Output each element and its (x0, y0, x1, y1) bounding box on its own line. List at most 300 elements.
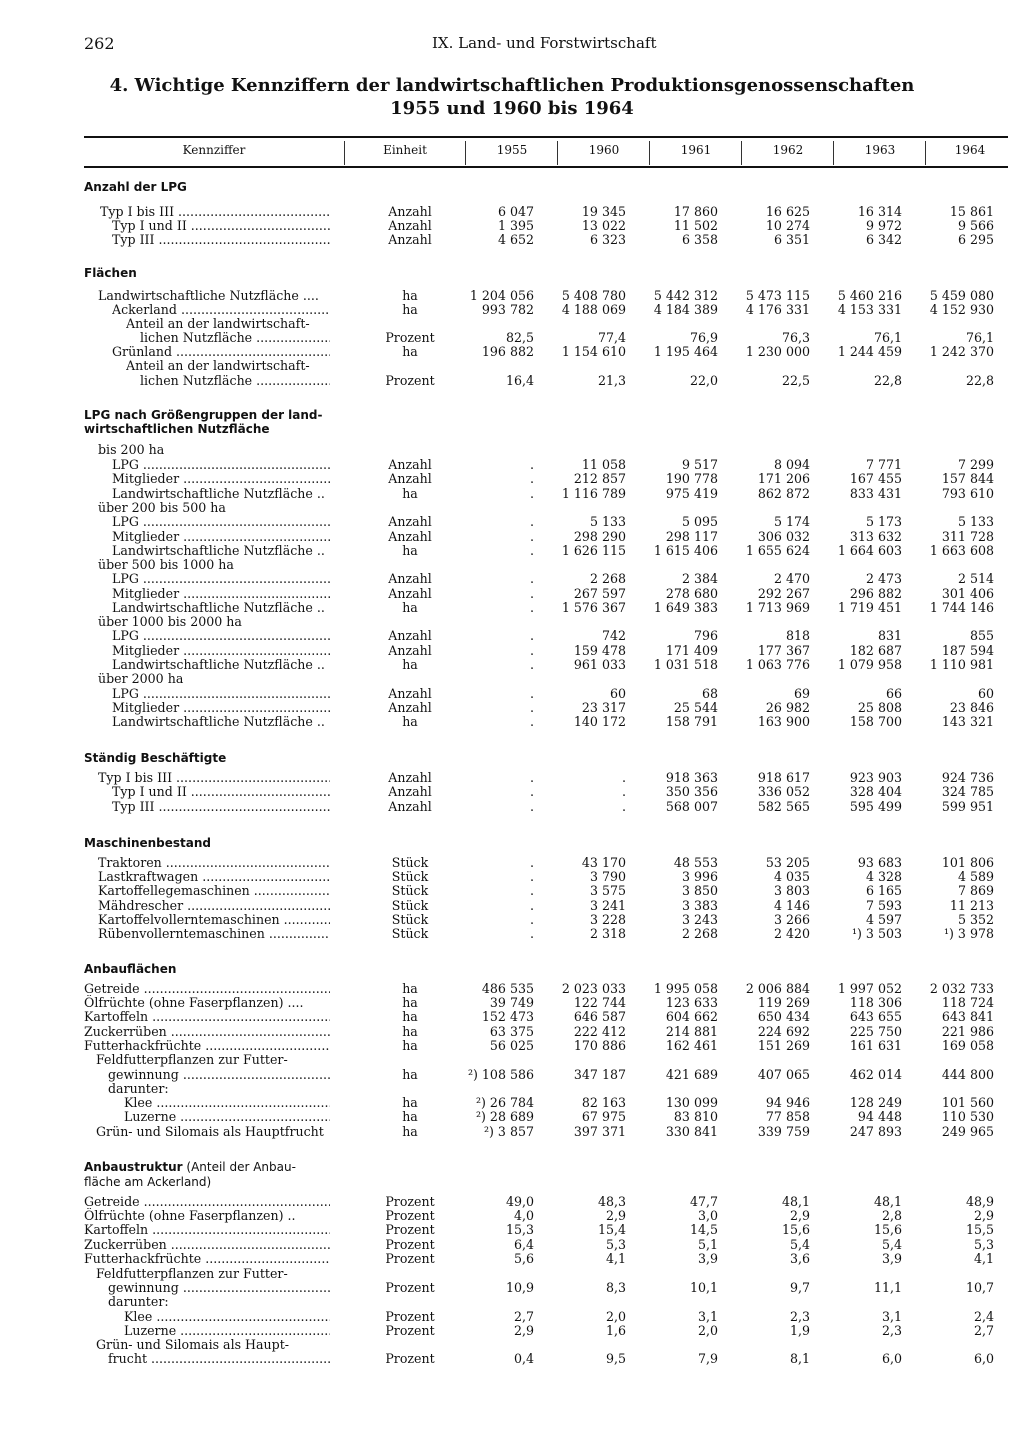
row-value: 2 268 (589, 571, 626, 586)
row-label: lichen Nutzfläche ..... (140, 373, 330, 388)
table-row (0, 514, 1024, 529)
group-heading-subtitle: (Anteil der Anbau- (182, 1160, 296, 1174)
row-value: . (529, 770, 534, 785)
row-value: 16 625 (765, 204, 810, 219)
row-value: 2,7 (513, 1309, 534, 1324)
row-label: Futterhackfrüchte ..... (84, 1251, 330, 1266)
row-value: . (529, 784, 534, 799)
row-value: 961 033 (573, 657, 626, 672)
row-value: 1 663 608 (929, 543, 994, 558)
table-row (0, 1095, 1024, 1110)
table-row (0, 912, 1024, 927)
row-label: gewinnung ..... (108, 1067, 330, 1082)
row-value: 1 242 370 (929, 344, 994, 359)
table-row (0, 373, 1024, 388)
row-value: 3 790 (589, 869, 626, 884)
row-label: Ölfrüchte (ohne Faserpflanzen) .. (84, 1208, 296, 1223)
row-unit: ha (402, 657, 418, 672)
row-value: 69 (793, 686, 810, 701)
table-row (0, 1266, 1024, 1281)
column-divider (833, 141, 834, 165)
row-value: 2,9 (513, 1323, 534, 1338)
table-row (0, 1081, 1024, 1096)
row-value: 1 079 958 (837, 657, 902, 672)
row-value: 10,9 (505, 1280, 534, 1295)
row-value: 43 170 (581, 855, 626, 870)
row-value: 25 808 (857, 700, 902, 715)
table-row (0, 1208, 1024, 1223)
row-value: 267 597 (573, 586, 626, 601)
row-unit: ha (402, 486, 418, 501)
row-value: 15,6 (873, 1222, 902, 1237)
row-unit: Anzahl (388, 686, 432, 701)
table-row (0, 442, 1024, 457)
row-value: 1 031 518 (653, 657, 718, 672)
group-heading (84, 836, 211, 850)
row-value: 171 409 (665, 643, 718, 658)
table-row (0, 330, 1024, 345)
row-label: Typ I und II ..... (112, 784, 330, 799)
row-label: über 500 bis 1000 ha (98, 557, 234, 572)
table-row (0, 1124, 1024, 1139)
row-value: . (529, 486, 534, 501)
group-heading (84, 751, 226, 765)
row-unit: ha (402, 714, 418, 729)
section-header: IX. Land- und Forstwirtschaft (432, 34, 657, 52)
row-value: . (529, 898, 534, 913)
row-value: 5,6 (513, 1251, 534, 1266)
row-value: 1 244 459 (837, 344, 902, 359)
row-value: 2 420 (773, 926, 810, 941)
row-value: . (529, 514, 534, 529)
header-top-rule (84, 136, 1008, 138)
row-value: . (529, 869, 534, 884)
row-value: 15,5 (965, 1222, 994, 1237)
row-value: 9 566 (957, 218, 994, 233)
row-value: 5 133 (957, 514, 994, 529)
group-heading (84, 962, 176, 976)
row-value: 2,9 (789, 1208, 810, 1223)
row-value: 3 228 (589, 912, 626, 927)
row-value: 159 478 (573, 643, 626, 658)
row-label: frucht ..... (108, 1351, 330, 1366)
row-value: 5 442 312 (653, 288, 718, 303)
row-label: bis 200 ha (98, 442, 165, 457)
row-value: . (529, 700, 534, 715)
row-value: 2,3 (789, 1309, 810, 1324)
column-header-label: Kennziffer (182, 143, 246, 157)
row-value: 2 470 (773, 571, 810, 586)
row-value: 3 575 (589, 883, 626, 898)
row-value: 350 356 (665, 784, 718, 799)
row-label: Mitglieder ..... (112, 700, 330, 715)
row-value: 1 615 406 (653, 543, 718, 558)
row-value: 119 269 (757, 995, 810, 1010)
table-row (0, 700, 1024, 715)
row-label: Landwirtschaftliche Nutzfläche .... (98, 288, 319, 303)
row-unit: Anzahl (388, 218, 432, 233)
row-value: 11 058 (581, 457, 626, 472)
table-row (0, 799, 1024, 814)
row-unit: Prozent (385, 1222, 435, 1237)
row-value: 48,1 (781, 1194, 810, 1209)
row-value: 324 785 (941, 784, 994, 799)
row-value: 855 (969, 628, 994, 643)
row-value: 4 152 930 (929, 302, 994, 317)
row-value: 5,1 (697, 1237, 718, 1252)
row-value: 15,3 (505, 1222, 534, 1237)
row-label: Typ III ..... (112, 799, 330, 814)
row-value: 2 268 (681, 926, 718, 941)
row-value: 48 553 (673, 855, 718, 870)
row-value: 94 448 (857, 1109, 902, 1124)
row-value: 1,6 (605, 1323, 626, 1338)
row-value: 11 213 (949, 898, 994, 913)
row-value: 0,4 (513, 1351, 534, 1366)
row-value: 17 860 (673, 204, 718, 219)
row-value: 5,3 (605, 1237, 626, 1252)
group-heading-text: LPG nach Größengruppen der land- (84, 408, 323, 422)
row-label: Feldfutterpflanzen zur Futter- (96, 1266, 288, 1281)
row-value: 6 323 (589, 232, 626, 247)
table-row (0, 1294, 1024, 1309)
header-bottom-rule (84, 166, 1008, 168)
row-value: 599 951 (941, 799, 994, 814)
row-value: 67 975 (581, 1109, 626, 1124)
row-value: 187 594 (941, 643, 994, 658)
row-label: Typ III ..... (112, 232, 330, 247)
row-value: 56 025 (489, 1038, 534, 1053)
group-heading-text: Anbaustruktur (84, 1160, 183, 1174)
row-label: Feldfutterpflanzen zur Futter- (96, 1052, 288, 1067)
row-label: LPG ..... (112, 571, 330, 586)
table-row (0, 671, 1024, 686)
column-header-year: 1964 (954, 143, 986, 157)
row-value: ²) 28 689 (475, 1109, 534, 1124)
row-label: Luzerne ..... (124, 1323, 330, 1338)
group-heading (84, 266, 137, 280)
row-value: 582 565 (757, 799, 810, 814)
row-value: 76,1 (873, 330, 902, 345)
row-value: 10,1 (689, 1280, 718, 1295)
row-value: 311 728 (941, 529, 994, 544)
row-unit: Anzahl (388, 514, 432, 529)
row-value: 4,1 (605, 1251, 626, 1266)
row-value: . (529, 643, 534, 658)
row-value: 3 241 (589, 898, 626, 913)
row-value: 196 882 (481, 344, 534, 359)
row-value: 222 412 (573, 1024, 626, 1039)
table-row (0, 981, 1024, 996)
row-label: Landwirtschaftliche Nutzfläche .. (112, 486, 325, 501)
row-value: 158 700 (849, 714, 902, 729)
row-value: 11,1 (873, 1280, 902, 1295)
row-value: 123 633 (665, 995, 718, 1010)
row-label: Getreide ..... (84, 981, 330, 996)
row-value: 1 116 789 (561, 486, 626, 501)
column-header-year: 1963 (864, 143, 896, 157)
row-value: 595 499 (849, 799, 902, 814)
row-value: . (529, 799, 534, 814)
row-value: 23 846 (949, 700, 994, 715)
row-value: 5 174 (773, 514, 810, 529)
row-value: 22,0 (689, 373, 718, 388)
column-divider (925, 141, 926, 165)
row-value: 122 744 (573, 995, 626, 1010)
row-value: 1 204 056 (469, 288, 534, 303)
row-label: Kartoffellegemaschinen ..... (98, 883, 330, 898)
group-heading-text: wirtschaftlichen Nutzfläche (84, 422, 270, 436)
row-value: 11 502 (673, 218, 718, 233)
row-value: 4 184 389 (653, 302, 718, 317)
row-value: 21,3 (597, 373, 626, 388)
table-row (0, 204, 1024, 219)
row-value: 249 965 (941, 1124, 994, 1139)
row-value: 157 844 (941, 471, 994, 486)
row-value: 6 047 (497, 204, 534, 219)
table-row (0, 232, 1024, 247)
row-value: 993 782 (481, 302, 534, 317)
row-value: 3,0 (697, 1208, 718, 1223)
row-value: 26 982 (765, 700, 810, 715)
table-row (0, 302, 1024, 317)
row-label: LPG ..... (112, 457, 330, 472)
row-value: . (529, 571, 534, 586)
row-value: 862 872 (757, 486, 810, 501)
row-label: Anteil an der landwirtschaft- (126, 358, 310, 373)
row-label: Kartoffelvollerntemaschinen ..... (98, 912, 330, 927)
row-label: Grün- und Silomais als Haupt- (96, 1337, 290, 1352)
row-value: . (529, 543, 534, 558)
row-label: Zuckerrüben ..... (84, 1237, 330, 1252)
row-value: 167 455 (849, 471, 902, 486)
column-divider (557, 141, 558, 165)
row-label: Landwirtschaftliche Nutzfläche .. (112, 657, 325, 672)
row-value: 568 007 (665, 799, 718, 814)
row-value: 1 626 115 (561, 543, 626, 558)
row-value: 68 (701, 686, 718, 701)
row-value: 5 408 780 (561, 288, 626, 303)
table-row (0, 657, 1024, 672)
table-row (0, 1222, 1024, 1237)
row-value: 151 269 (757, 1038, 810, 1053)
table-row (0, 571, 1024, 586)
row-value: 4 328 (865, 869, 902, 884)
table-row (0, 1351, 1024, 1366)
row-value: 444 800 (941, 1067, 994, 1082)
row-label: Landwirtschaftliche Nutzfläche .. (112, 600, 325, 615)
row-value: 1 154 610 (561, 344, 626, 359)
row-value: 118 306 (849, 995, 902, 1010)
row-label: Luzerne ..... (124, 1109, 330, 1124)
table-row (0, 1009, 1024, 1024)
column-divider (649, 141, 650, 165)
row-value: 3 266 (773, 912, 810, 927)
row-label: Rübenvollerntemaschinen ..... (98, 926, 330, 941)
row-unit: Stück (391, 855, 429, 870)
row-value: 2,3 (881, 1323, 902, 1338)
row-value: 190 778 (665, 471, 718, 486)
row-value: . (529, 855, 534, 870)
row-value: 298 117 (665, 529, 718, 544)
row-value: ¹) 3 978 (943, 926, 994, 941)
row-value: 8 094 (773, 457, 810, 472)
row-label: Futterhackfrüchte ..... (84, 1038, 330, 1053)
row-value: 486 535 (481, 981, 534, 996)
row-value: 9,5 (605, 1351, 626, 1366)
row-value: 6,4 (513, 1237, 534, 1252)
table-row (0, 344, 1024, 359)
row-unit: ha (402, 302, 418, 317)
row-value: 66 (885, 686, 902, 701)
row-unit: ha (402, 1024, 418, 1039)
row-value: 10,7 (965, 1280, 994, 1295)
table-title-line-2: 1955 und 1960 bis 1964 (390, 98, 634, 119)
row-value: 152 473 (481, 1009, 534, 1024)
row-value: 4 035 (773, 869, 810, 884)
row-label: Lastkraftwagen ..... (98, 869, 330, 884)
row-value: 9,7 (789, 1280, 810, 1295)
row-value: 171 206 (757, 471, 810, 486)
row-unit: Prozent (385, 1280, 435, 1295)
table-row (0, 1251, 1024, 1266)
table-row (0, 600, 1024, 615)
row-value: ²) 26 784 (475, 1095, 534, 1110)
row-value: 2,4 (973, 1309, 994, 1324)
row-value: 212 857 (573, 471, 626, 486)
row-value: 77 858 (765, 1109, 810, 1124)
table-row (0, 995, 1024, 1010)
row-value: 2 023 033 (561, 981, 626, 996)
row-label: über 2000 ha (98, 671, 184, 686)
table-row (0, 869, 1024, 884)
table-title-line-1: 4. Wichtige Kennziffern der landwirtschaftlichen Produktionsgenossenschaften (109, 75, 915, 96)
row-label: LPG ..... (112, 686, 330, 701)
row-unit: Stück (391, 869, 429, 884)
row-value: 5,4 (881, 1237, 902, 1252)
row-unit: Anzahl (388, 529, 432, 544)
row-value: 8,3 (605, 1280, 626, 1295)
row-unit: ha (402, 1109, 418, 1124)
row-label: Traktoren ..... (98, 855, 330, 870)
row-value: 646 587 (573, 1009, 626, 1024)
row-value: 5,3 (973, 1237, 994, 1252)
row-value: . (529, 714, 534, 729)
row-value: 301 406 (941, 586, 994, 601)
row-value: 4 597 (865, 912, 902, 927)
row-value: 1 713 969 (745, 600, 810, 615)
row-unit: ha (402, 1124, 418, 1139)
row-label: Typ I bis III ..... (98, 770, 330, 785)
row-value: 16 314 (857, 204, 902, 219)
row-label: Mitglieder ..... (112, 643, 330, 658)
column-header-year: 1961 (680, 143, 712, 157)
group-heading-text: Anbauflächen (84, 962, 177, 976)
row-value: 2 006 884 (745, 981, 810, 996)
column-header-year: 1960 (588, 143, 620, 157)
row-unit: Anzahl (388, 700, 432, 715)
row-value: . (529, 471, 534, 486)
row-value: 3 803 (773, 883, 810, 898)
row-value: 604 662 (665, 1009, 718, 1024)
row-value: 328 404 (849, 784, 902, 799)
row-value: ¹) 3 503 (851, 926, 902, 941)
row-value: 2,9 (973, 1208, 994, 1223)
row-value: 94 946 (765, 1095, 810, 1110)
row-value: 170 886 (573, 1038, 626, 1053)
column-header-unit: Einheit (383, 143, 427, 157)
row-value: 1 997 052 (837, 981, 902, 996)
row-unit: Anzahl (388, 457, 432, 472)
table-row (0, 1237, 1024, 1252)
row-value: 923 903 (849, 770, 902, 785)
row-label: Typ I bis III ..... (100, 204, 330, 219)
row-value: 76,3 (781, 330, 810, 345)
row-label: Grünland ..... (112, 344, 330, 359)
row-value: 25 544 (673, 700, 718, 715)
table-row (0, 628, 1024, 643)
group-heading (84, 1160, 296, 1174)
row-label: Anteil an der landwirtschaft- (126, 316, 310, 331)
row-value: 22,8 (965, 373, 994, 388)
row-value: 3,9 (881, 1251, 902, 1266)
row-unit: Stück (391, 898, 429, 913)
row-value: 5 460 216 (837, 288, 902, 303)
group-heading-text: Maschinenbestand (84, 836, 212, 850)
row-value: 298 290 (573, 529, 626, 544)
row-value: 182 687 (849, 643, 902, 658)
row-value: 793 610 (941, 486, 994, 501)
row-value: 313 632 (849, 529, 902, 544)
row-value: 330 841 (665, 1124, 718, 1139)
row-value: 5 095 (681, 514, 718, 529)
row-value: 5 352 (957, 912, 994, 927)
row-value: 5 473 115 (745, 288, 810, 303)
row-value: 10 274 (765, 218, 810, 233)
row-value: 296 882 (849, 586, 902, 601)
row-value: 462 014 (849, 1067, 902, 1082)
group-heading-text: Ständig Beschäftigte (84, 751, 227, 765)
row-unit: Anzahl (388, 643, 432, 658)
row-value: ²) 108 586 (467, 1067, 534, 1082)
row-label: Zuckerrüben ..... (84, 1024, 330, 1039)
row-label: Mitglieder ..... (112, 586, 330, 601)
row-unit: ha (402, 288, 418, 303)
row-value: 650 434 (757, 1009, 810, 1024)
row-value: 15,6 (781, 1222, 810, 1237)
row-value: 110 530 (941, 1109, 994, 1124)
table-row (0, 486, 1024, 501)
row-value: 4 176 331 (745, 302, 810, 317)
row-value: 1 664 603 (837, 543, 902, 558)
row-value: 9 972 (865, 218, 902, 233)
table-row (0, 316, 1024, 331)
row-value: 158 791 (665, 714, 718, 729)
group-heading (84, 1175, 211, 1189)
row-value: 83 810 (673, 1109, 718, 1124)
row-value: . (621, 799, 626, 814)
row-value: 643 655 (849, 1009, 902, 1024)
row-label: über 200 bis 500 ha (98, 500, 226, 515)
table-row (0, 1309, 1024, 1324)
row-value: 1 195 464 (653, 344, 718, 359)
row-label: darunter: (108, 1294, 169, 1309)
row-label: Ölfrüchte (ohne Faserpflanzen) .... (84, 995, 304, 1010)
row-value: 13 022 (581, 218, 626, 233)
row-value: 336 052 (757, 784, 810, 799)
row-value: 101 560 (941, 1095, 994, 1110)
table-row (0, 686, 1024, 701)
